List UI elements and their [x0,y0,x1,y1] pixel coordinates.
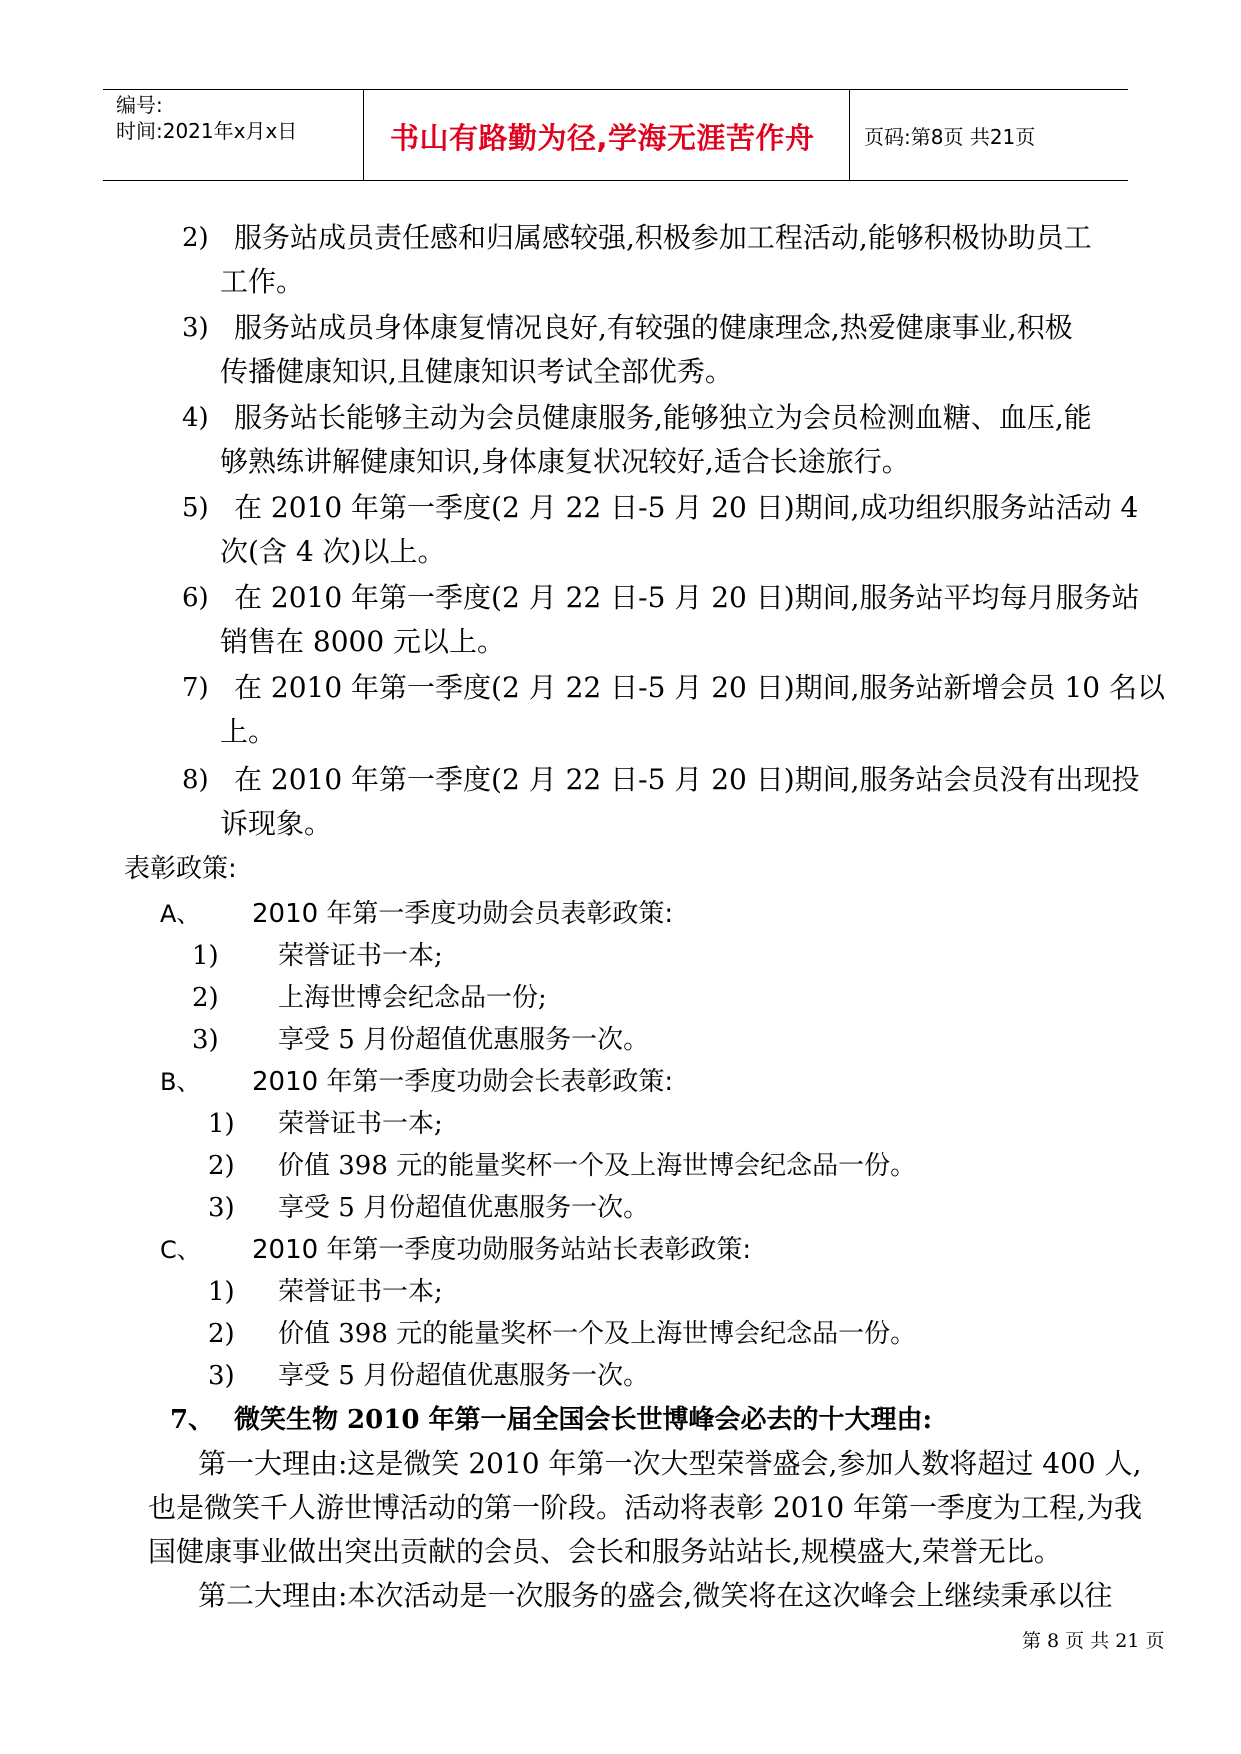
policy-a-letter: A、 [160,900,201,928]
condition-2-num: 2) [182,223,209,253]
policy-a-title: 2010 年第一季度功勋会员表彰政策: [252,899,674,929]
condition-2-line1: 服务站成员责任感和归属感较强,积极参加工程活动,能够积极协助员工 [234,221,1092,254]
policy-a-item-2-num: 2) [192,983,219,1013]
policy-b-item-2: 价值 398 元的能量奖杯一个及上海世博会纪念品一份。 [278,1151,917,1181]
policy-c-title: 2010 年第一季度功勋服务站站长表彰政策: [252,1235,752,1265]
header-divider-right [849,90,850,180]
condition-7-line1: 在 2010 年第一季度(2 月 22 日-5 月 20 日)期间,服务站新增会员 10 名以 [234,671,1165,704]
policy-b-letter: B、 [160,1068,201,1096]
policy-a-item-1-num: 1) [192,941,219,971]
condition-4-num: 4) [182,403,209,433]
paragraph-line-1: 第一大理由:这是微笑 2010 年第一次大型荣誉盛会,参加人数将超过 400 人, [198,1447,1142,1480]
section-7-num: 7、 [170,1405,215,1435]
condition-5-num: 5) [182,493,209,523]
policy-a-item-3-num: 3) [192,1025,219,1055]
policy-a-item-2: 上海世博会纪念品一份; [278,983,547,1013]
policy-b-item-3-num: 3) [208,1193,235,1223]
policy-a-item-3: 享受 5 月份超值优惠服务一次。 [278,1025,650,1055]
header-top-rule [103,89,1128,90]
condition-6-line1: 在 2010 年第一季度(2 月 22 日-5 月 20 日)期间,服务站平均每月服务站 [234,581,1140,614]
condition-3-line1: 服务站成员身体康复情况良好,有较强的健康理念,热爱健康事业,积极 [234,311,1073,344]
page-info: 页码:第8页 共21页 [864,125,1036,149]
policy-heading: 表彰政策: [124,854,237,884]
condition-7-line2: 上。 [220,715,277,748]
condition-5-line2: 次(含 4 次)以上。 [220,535,446,568]
section-7-title: 微笑生物 2010 年第一届全国会长世博峰会必去的十大理由: [234,1405,933,1435]
header-motto: 书山有路勤为径,学海无涯苦作舟 [390,121,815,155]
policy-a-item-1: 荣誉证书一本; [278,941,443,971]
policy-b-item-3: 享受 5 月份超值优惠服务一次。 [278,1193,650,1223]
policy-b-item-2-num: 2) [208,1151,235,1181]
condition-2-line2: 工作。 [220,265,305,298]
policy-c-item-3: 享受 5 月份超值优惠服务一次。 [278,1361,650,1391]
policy-c-item-3-num: 3) [208,1361,235,1391]
condition-5-line1: 在 2010 年第一季度(2 月 22 日-5 月 20 日)期间,成功组织服务站活动 4 [234,491,1139,524]
policy-b-title: 2010 年第一季度功勋会长表彰政策: [252,1067,674,1097]
page-footer: 第 8 页 共 21 页 [1022,1630,1165,1652]
condition-8-line1: 在 2010 年第一季度(2 月 22 日-5 月 20 日)期间,服务站会员没有出现投 [234,763,1140,796]
policy-b-item-1: 荣誉证书一本; [278,1109,443,1139]
paragraph-line-2: 也是微笑千人游世博活动的第一阶段。活动将表彰 2010 年第一季度为工程,为我 [148,1491,1142,1524]
policy-b-item-1-num: 1) [208,1109,235,1139]
paragraph-line-4: 第二大理由:本次活动是一次服务的盛会,微笑将在这次峰会上继续秉承以往 [198,1579,1113,1612]
condition-8-line2: 诉现象。 [220,807,333,840]
header-divider-left [363,90,364,180]
condition-4-line1: 服务站长能够主动为会员健康服务,能够独立为会员检测血糖、血压,能 [234,401,1092,434]
policy-c-item-2-num: 2) [208,1319,235,1349]
header-bottom-rule [103,180,1128,181]
condition-6-line2: 销售在 8000 元以上。 [220,625,506,658]
policy-c-item-1: 荣誉证书一本; [278,1277,443,1307]
policy-c-letter: C、 [160,1236,201,1264]
paragraph-line-3: 国健康事业做出突出贡献的会员、会长和服务站站长,规模盛大,荣誉无比。 [148,1535,1062,1568]
condition-3-line2: 传播健康知识,且健康知识考试全部优秀。 [220,355,733,388]
condition-7-num: 7) [182,673,209,703]
policy-c-item-1-num: 1) [208,1277,235,1307]
condition-6-num: 6) [182,583,209,613]
serial-label: 编号: [116,93,163,117]
time-label: 时间:2021年x月x日 [116,119,298,143]
condition-4-line2: 够熟练讲解健康知识,身体康复状况较好,适合长途旅行。 [220,445,910,478]
policy-c-item-2: 价值 398 元的能量奖杯一个及上海世博会纪念品一份。 [278,1319,917,1349]
condition-8-num: 8) [182,765,209,795]
condition-3-num: 3) [182,313,209,343]
